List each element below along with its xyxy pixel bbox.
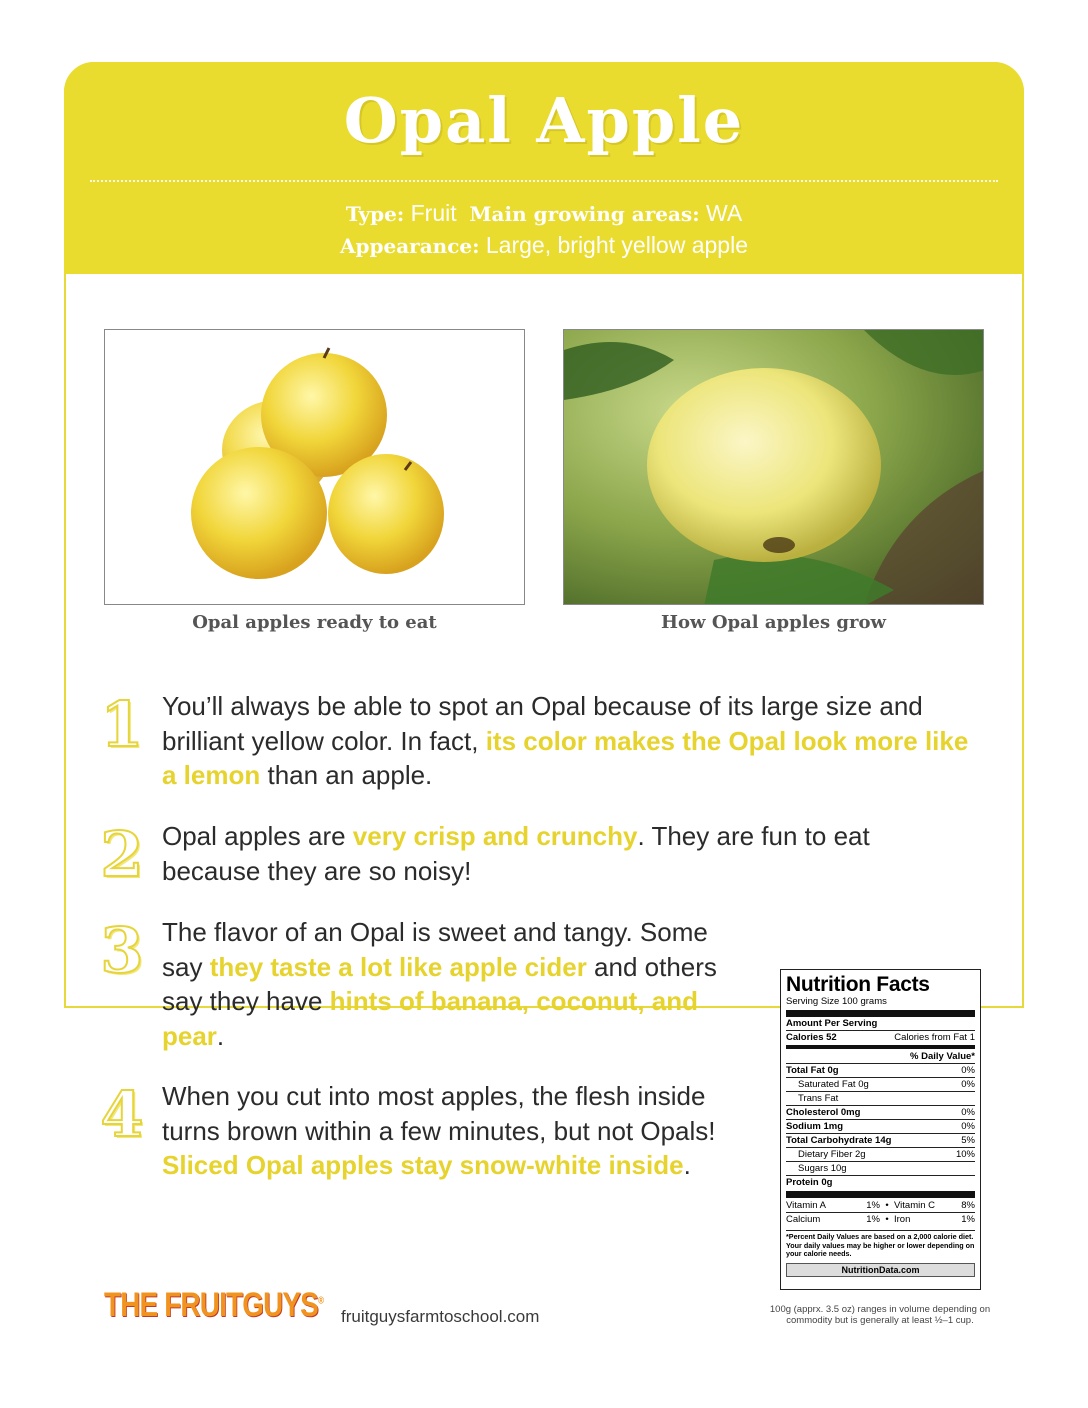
calories-row [786,1030,975,1044]
bullet-separator: • [885,1200,889,1211]
nutrition-facts-panel [780,969,981,1290]
nutrition-medium-rule [786,1045,975,1049]
nutrient-dv: 10% [955,1149,975,1160]
nutrition-thick-rule-2 [786,1191,975,1198]
fruitguys-logo [104,1286,323,1325]
nutrient-dv: 0% [961,1107,975,1118]
fact-3-part-a: The flavor of an Opal is sweet and tangy. Some say [162,917,708,982]
fact-4-highlight: Sliced Opal apples stay snow-white inside [162,1150,684,1180]
apple-tree-illustration [564,330,984,605]
nutrient-label: Saturated Fat 0g [798,1079,869,1090]
areas-value: WA [699,200,743,226]
fact-4-part-b: . [683,1150,691,1180]
nutrition-source: NutritionData.com [786,1263,975,1277]
apples-ready-photo [104,329,525,605]
daily-value-header-row [786,1050,975,1063]
iron-label: Iron [894,1214,911,1225]
nutrient-label: Total Fat 0g [786,1065,839,1076]
nutrient-dv: 0% [961,1065,975,1076]
nutrient-dv: 0% [961,1079,975,1090]
logo-registered-mark: ® [317,1295,324,1307]
calories-label: Calories 52 [786,1032,837,1043]
vitamin-a-label: Vitamin A [786,1200,826,1211]
nutrient-dv: 5% [961,1135,975,1146]
nutrient-label: Dietary Fiber 2g [798,1149,866,1160]
nutrient-row [786,1175,975,1189]
nutrient-label: Cholesterol 0mg [786,1107,861,1118]
nutrition-title: Nutrition Facts [786,973,930,996]
nutrient-row [786,1119,975,1133]
fact-number-2: 2 [100,818,144,891]
type-key: Type: [345,202,405,226]
fact-number-3: 3 [100,914,144,987]
nutrient-label: Trans Fat [798,1093,839,1104]
meta-line-appearance [64,232,1024,259]
calcium-label: Calcium [786,1214,821,1225]
calcium-dv: 1% [866,1214,880,1225]
nutrient-label: Sodium 1mg [786,1121,844,1132]
vitamin-c-dv: 8% [961,1200,975,1211]
fact-4-part-a: When you cut into most apples, the flesh inside turns brown within a few minutes, but not Opals! [162,1081,716,1146]
fact-3-text [162,915,722,1053]
nutrient-dv: 0% [961,1121,975,1132]
vitamin-c-label: Vitamin C [894,1200,936,1211]
vitamin-row-2 [786,1212,975,1226]
nutrient-row [786,1147,975,1161]
fact-1-part-a: You’ll always be able to spot an Opal because of its large size and brilliant yellow color. In fact, [162,691,923,756]
iron-dv: 1% [961,1214,975,1225]
nutrient-row [786,1133,975,1147]
fact-3-part-c: . [216,1020,225,1051]
header-banner [64,62,1024,274]
daily-value-header: % Daily Value* [910,1051,975,1062]
nutrition-thick-rule [786,1010,975,1017]
meta-line-type [64,200,1024,227]
right-photo-caption: How Opal apples grow [661,612,886,633]
fact-3-highlight-1: they taste a lot like apple cider [209,951,587,982]
fact-number-1: 1 [100,688,144,761]
serving-size: Serving Size 100 grams [786,996,887,1007]
website-link[interactable]: fruitguysfarmtoschool.com [341,1307,540,1326]
bullet-separator: • [885,1214,889,1225]
page-title: Opal Apple [343,84,745,157]
appearance-key: Appearance: [340,234,480,258]
apples-pile-illustration [105,330,525,605]
nutrient-row [786,1063,975,1077]
fact-1-part-b: than an apple. [260,760,433,790]
daily-value-note: *Percent Daily Values are based on a 2,000 calorie diet. Your daily values may be higher or lower depending on your calorie needs. [786,1232,975,1258]
fact-2-part-a: Opal apples are [162,821,353,851]
fact-3-part-b: and others say they have [162,951,717,1016]
nutrient-row [786,1077,975,1091]
dotted-divider [90,180,998,182]
nutrient-row [786,1105,975,1119]
serving-footnote: 100g (apprx. 3.5 oz) ranges in volume depending on commodity but is generally at least ½–1 cup. [769,1304,991,1326]
vitamin-a-dv: 1% [866,1200,880,1211]
calories-from-fat: Calories from Fat 1 [894,1032,975,1043]
fact-2-text [162,819,962,888]
fact-number-4: 4 [100,1078,144,1151]
apple-on-tree-photo [563,329,984,605]
appearance-value: Large, bright yellow apple [479,232,748,258]
nutrient-row [786,1091,975,1105]
amount-per-serving: Amount Per Serving [786,1018,878,1029]
areas-key: Main growing areas: [469,202,700,226]
fact-2-part-b: . They are fun to eat because they are so noisy! [162,821,870,886]
fact-4-text [162,1079,737,1183]
nutrient-label: Sugars 10g [798,1163,847,1174]
vitamin-row-1 [786,1199,975,1212]
fact-1-highlight: its color makes the Opal look more like a lemon [162,725,969,790]
fact-3-highlight-2: hints of banana, coconut, and pear [162,986,698,1051]
type-value: Fruit [404,200,457,226]
nutrient-row [786,1161,975,1175]
fact-1-text [162,689,982,793]
left-photo-caption: Opal apples ready to eat [192,612,437,633]
fact-2-highlight: very crisp and crunchy [352,821,638,851]
nutrient-label: Total Carbohydrate 14g [786,1135,892,1146]
logo-text: THE FRUITGUYS [104,1286,318,1324]
nutrient-label: Protein 0g [786,1177,833,1188]
